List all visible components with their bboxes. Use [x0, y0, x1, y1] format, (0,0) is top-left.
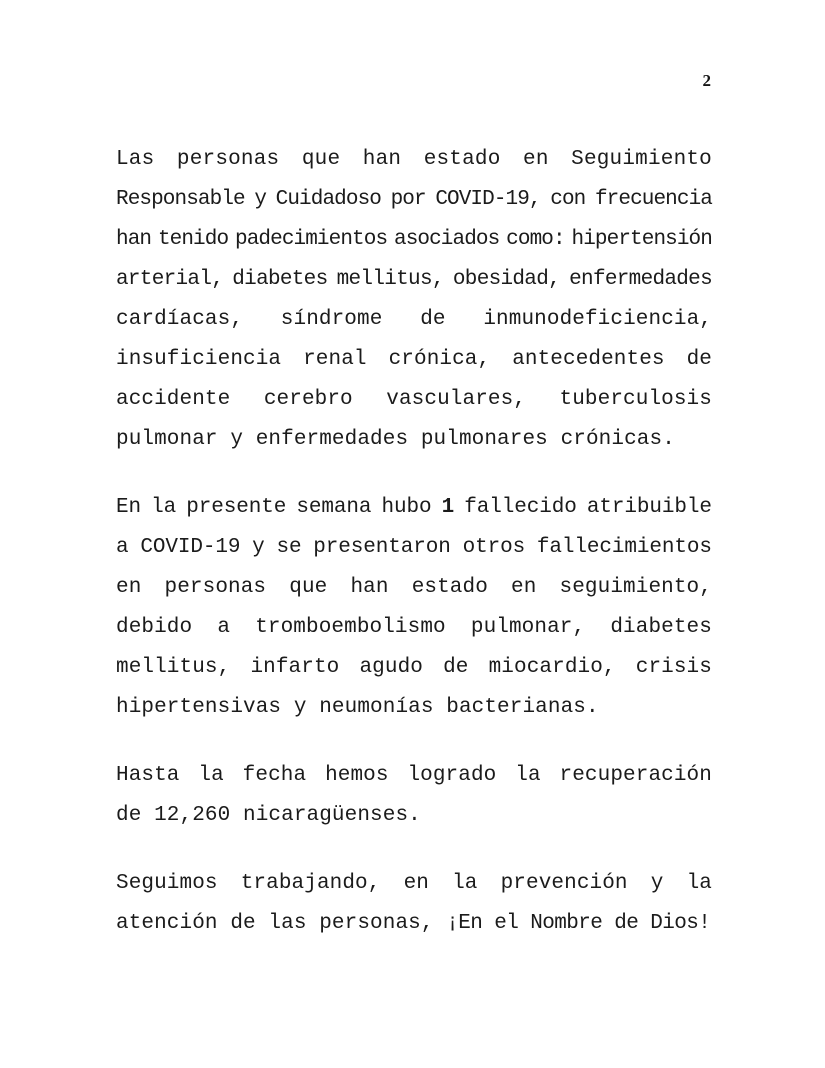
text-line: hipertensivas y neumonías bacterianas. — [116, 696, 599, 719]
text-line: pulmonar y enfermedades pulmonares crónicas. — [116, 428, 675, 451]
text-line — [116, 380, 712, 420]
word: accidente — [116, 388, 231, 411]
word: personas — [164, 576, 267, 599]
word: tenido — [157, 228, 229, 251]
text-line — [116, 340, 712, 380]
word: enfermedades — [569, 268, 712, 291]
word: mellitus, — [116, 656, 231, 679]
word: y — [252, 536, 265, 559]
word: síndrome — [280, 308, 383, 331]
word: cardíacas, — [116, 308, 244, 331]
word: renal — [303, 348, 367, 371]
text-line — [116, 260, 712, 300]
word: estado — [423, 148, 501, 171]
text-line — [116, 488, 712, 528]
word: diabetes — [232, 268, 328, 291]
text-line — [116, 300, 712, 340]
text-line — [116, 756, 712, 796]
word: se — [276, 536, 302, 559]
word: inmunodeficiencia, — [483, 308, 712, 331]
word: hipertensión — [571, 228, 712, 251]
word: a — [116, 536, 129, 559]
paragraph-1 — [116, 140, 712, 460]
word: mellitus, — [336, 268, 444, 291]
word: diabetes — [610, 616, 712, 639]
text-line — [116, 180, 712, 220]
word: a — [217, 616, 231, 639]
word: en — [511, 576, 537, 599]
word: cerebro — [263, 388, 353, 411]
paragraph-3 — [116, 756, 712, 836]
word: han — [350, 576, 389, 599]
word: COVID-19 — [140, 536, 241, 559]
word: prevención — [500, 872, 628, 895]
paragraph-2 — [116, 488, 712, 728]
word: hemos — [325, 764, 389, 787]
text-line — [116, 528, 712, 568]
word: crónica, — [388, 348, 491, 371]
word: fecha — [242, 764, 307, 787]
word: Responsable — [116, 188, 245, 211]
word: tuberculosis — [559, 388, 712, 411]
death-count-value: 1 — [441, 496, 455, 519]
word: fallecido — [464, 496, 577, 519]
word: como: — [506, 228, 565, 251]
word: la — [686, 872, 712, 895]
word: en — [116, 576, 142, 599]
word: frecuencia — [594, 188, 712, 211]
word: por — [390, 188, 426, 211]
document-body — [116, 140, 712, 944]
text-line — [116, 220, 712, 260]
word: infarto — [250, 656, 340, 679]
word: y — [254, 188, 267, 211]
word: la — [198, 764, 224, 787]
text-line — [116, 140, 712, 180]
word: recuperación — [559, 764, 712, 787]
word: arterial, — [116, 268, 224, 291]
word: la — [515, 764, 541, 787]
word: que — [289, 576, 328, 599]
word: Seguimiento — [571, 148, 712, 171]
word: con — [550, 188, 586, 211]
word: semana — [296, 496, 372, 519]
word: trabajando, — [240, 872, 381, 895]
word: miocardio, — [488, 656, 616, 679]
text-line — [116, 568, 712, 608]
word: la — [452, 872, 478, 895]
word: han — [362, 148, 402, 171]
word: y — [650, 872, 664, 895]
word: seguimiento, — [559, 576, 712, 599]
word: otros — [462, 536, 526, 559]
word: de — [420, 308, 446, 331]
word: pulmonar, — [470, 616, 586, 639]
closing-line-head: atención de las personas, — [116, 912, 447, 935]
text-line — [116, 608, 712, 648]
word: presente — [186, 496, 287, 519]
word: atribuible — [586, 496, 712, 519]
word: insuficiencia — [116, 348, 282, 371]
word: la — [151, 496, 177, 519]
word: antecedentes — [512, 348, 665, 371]
text-line — [116, 864, 712, 904]
page-number: 2 — [702, 71, 711, 90]
word: personas — [176, 148, 280, 171]
word: En — [116, 496, 142, 519]
word: que — [301, 148, 341, 171]
word: en — [403, 872, 429, 895]
word: COVID-19, — [435, 188, 541, 211]
word: en — [523, 148, 549, 171]
recovered-count-line: de 12,260 nicaragüenses. — [116, 804, 421, 827]
text-line — [116, 648, 712, 688]
word: crisis — [635, 656, 712, 679]
word: tromboembolismo — [255, 616, 446, 639]
word: Hasta — [116, 764, 180, 787]
word: Cuidadoso — [275, 188, 381, 211]
word: padecimientos — [235, 228, 388, 251]
word: Las — [116, 148, 155, 171]
paragraph-4 — [116, 864, 712, 944]
word: han — [116, 228, 152, 251]
word: presentaron — [313, 536, 451, 559]
word: estado — [411, 576, 488, 599]
word: agudo — [359, 656, 423, 679]
word: obesidad, — [452, 268, 561, 291]
word: Seguimos — [116, 872, 218, 895]
word: de — [686, 348, 712, 371]
word: vasculares, — [386, 388, 527, 411]
word: logrado — [407, 764, 497, 787]
word: asociados — [394, 228, 500, 251]
closing-invocation: ¡En el Nombre de Dios! — [446, 912, 711, 935]
word: hubo — [381, 496, 432, 519]
word: de — [443, 656, 469, 679]
word: debido — [116, 616, 193, 639]
closing-line — [116, 904, 712, 944]
word: fallecimientos — [536, 536, 712, 559]
